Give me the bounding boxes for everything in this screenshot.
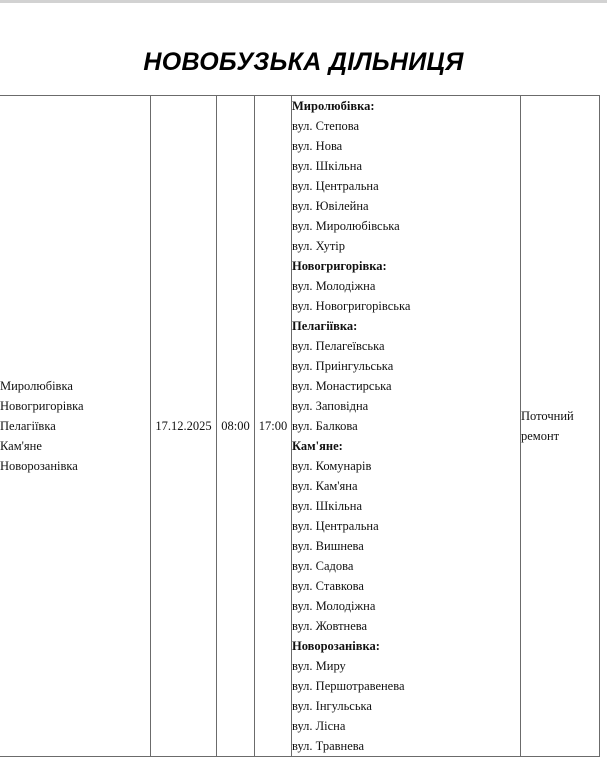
outage-time-to-cell: 17:00: [255, 96, 292, 757]
street-name: вул. Миру: [292, 659, 346, 673]
outage-time-from-cell: 08:00: [217, 96, 255, 757]
street-name: вул. Новогригорівська: [292, 299, 411, 313]
settlement-name: Новорозанівка: [0, 459, 78, 473]
street-name: вул. Миролюбівська: [292, 219, 400, 233]
street-name: вул. Шкільна: [292, 499, 362, 513]
street-name: вул. Центральна: [292, 179, 379, 193]
street-name: вул. Першотравенева: [292, 679, 405, 693]
settlement-name: Новогригорівка: [0, 399, 84, 413]
street-group: [292, 316, 520, 436]
street-group-heading: Пелагіївка:: [292, 319, 358, 333]
street-group: [292, 436, 520, 636]
works-note-line: ремонт: [521, 429, 560, 443]
street-name: вул. Балкова: [292, 419, 358, 433]
settlement-name: Миролюбівка: [0, 379, 73, 393]
street-name: вул. Молодіжна: [292, 599, 376, 613]
street-name: вул. Шкільна: [292, 159, 362, 173]
streets-cell: [292, 96, 521, 757]
street-name: вул. Пелагеївська: [292, 339, 385, 353]
street-name: вул. Центральна: [292, 519, 379, 533]
street-group: [292, 256, 520, 316]
street-group-heading: Кам'яне:: [292, 439, 343, 453]
street-name: вул. Травнева: [292, 739, 365, 753]
settlement-name: Пелагіївка: [0, 419, 56, 433]
street-name: вул. Монастирська: [292, 379, 392, 393]
settlement-name: Кам'яне: [0, 439, 42, 453]
table-row: [0, 96, 600, 757]
street-name: вул. Ставкова: [292, 579, 364, 593]
street-name: вул. Заповідна: [292, 399, 369, 413]
page-top-strip: [0, 0, 607, 3]
outage-schedule-table: [0, 95, 600, 757]
street-name: вул. Приінгульська: [292, 359, 394, 373]
page-title: НОВОБУЗЬКА ДІЛЬНИЦЯ: [143, 48, 464, 76]
street-group-heading: Новогригорівка:: [292, 259, 387, 273]
street-name: вул. Лісна: [292, 719, 346, 733]
outage-date-cell: 17.12.2025: [151, 96, 217, 757]
street-group-heading: Новорозанівка:: [292, 639, 380, 653]
street-group-heading: Миролюбівка:: [292, 99, 375, 113]
street-name: вул. Садова: [292, 559, 354, 573]
street-group: [292, 636, 520, 756]
street-name: вул. Інгульська: [292, 699, 372, 713]
works-note-line: Поточний: [521, 409, 574, 423]
street-name: вул. Ювілейна: [292, 199, 369, 213]
settlements-cell: [0, 96, 151, 757]
works-note-cell: [521, 96, 600, 757]
street-name: вул. Жовтнева: [292, 619, 368, 633]
street-name: вул. Вишнева: [292, 539, 364, 553]
street-name: вул. Хутір: [292, 239, 346, 253]
street-name: вул. Степова: [292, 119, 360, 133]
street-name: вул. Комунарів: [292, 459, 372, 473]
street-group: [292, 96, 520, 256]
street-name: вул. Кам'яна: [292, 479, 358, 493]
street-name: вул. Молодіжна: [292, 279, 376, 293]
street-name: вул. Нова: [292, 139, 343, 153]
table-body: [0, 96, 600, 757]
